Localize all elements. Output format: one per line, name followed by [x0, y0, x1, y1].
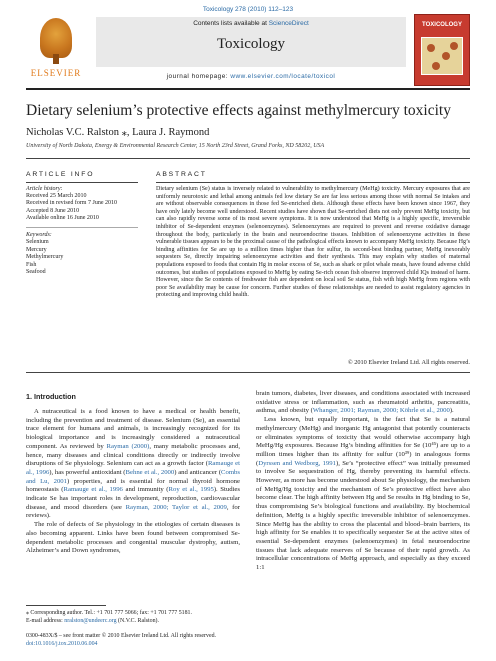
tree-icon — [40, 18, 72, 58]
contents-line — [96, 20, 406, 27]
body-column-left — [26, 408, 240, 556]
body-text: ). Studies indicate Se has important roles in development, reproduction, cardiovascular disease, and mood disorders (see — [26, 486, 240, 511]
history-rule — [26, 227, 138, 228]
journal-homepage — [96, 73, 406, 80]
keyword-item: Selenium — [26, 239, 49, 245]
body-paragraph: The role of defects of Se physiology in the etiologies of certain diseases is also becoming apparent. Links have been found between compromised Se-dependent metabolic processes and congenital muscular dystrophy, autism, Alzheimer’s and Down syndromes, — [26, 521, 240, 555]
keywords-label: Keywords: — [26, 232, 52, 238]
body-paragraph — [256, 416, 470, 573]
keyword-item: Mercury — [26, 246, 47, 253]
citation-link[interactable]: Rayman (2000) — [106, 442, 150, 450]
body-text: and immunity ( — [122, 486, 169, 494]
publisher-logo-text: ELSEVIER — [30, 68, 82, 78]
body-text: Less known, but equally important, is the fact that Se is a natural methylmercury (MeHg) and inorganic Hg antagonist that potently counteracts or eliminates symptoms of toxicity that would otherwise accompany high MeHg/Hg exposures. Because Hg’s binding affinities for Se (10⁴⁵) are up to a million times higher than its affinity for sulfur (10³⁹) in analogous forms ( — [256, 416, 470, 467]
citation-link[interactable]: Rayman, 2000; Taylor et al., 2009 — [125, 503, 227, 511]
citation-link[interactable]: Roy et al., 1995 — [168, 486, 214, 494]
header-rule — [26, 88, 470, 90]
abstract-end-rule — [26, 372, 470, 373]
body-text: A nutraceutical is a food known to have a medical or health benefit, including the prevention and treatment of disease. Selenium (Se), an essential trace element for humans and animals, is increasingly recognized for its biological importance and is increasingly considered a nutraceutical component. As reviewed by — [26, 408, 240, 450]
section-heading: 1. Introduction — [26, 392, 76, 401]
homepage-prefix: journal homepage: — [166, 73, 231, 80]
article-info-label: ARTICLE INFO — [26, 171, 95, 178]
body-text: , for reviews). — [26, 503, 240, 520]
email-suffix: (N.V.C. Ralston). — [116, 618, 159, 624]
keyword-item: Seafood — [26, 269, 46, 276]
footnote-rule — [26, 605, 106, 606]
keyword-item: Methylmercury — [26, 254, 64, 261]
cover-title: TOXICOLOGY — [422, 22, 462, 28]
affiliation: University of North Dakota, Energy & Environmental Research Center, 15 North 23rd Street, Grand Forks, ND 58202, USA — [26, 143, 325, 149]
publisher-logo — [26, 16, 86, 82]
issn-line: 0300-483X/$ – see front matter © 2010 Elsevier Ireland Ltd. All rights reserved. — [26, 633, 216, 639]
doi-link[interactable]: doi:10.1016/j.tox.2010.06.004 — [26, 641, 98, 647]
history-item: Received in revised form 7 June 2010 — [26, 200, 117, 207]
history-list — [26, 193, 138, 223]
journal-title: Toxicology — [216, 36, 286, 52]
history-item: Accepted 8 June 2010 — [26, 207, 80, 214]
citation-link[interactable]: Combs and Lu, 2001 — [26, 468, 240, 485]
body-column-right — [256, 390, 470, 573]
article-title: Dietary selenium’s protective effects against methylmercury toxicity — [26, 102, 451, 119]
citation-link[interactable]: Ramauge et al., 1996 — [63, 486, 123, 494]
corresponding-author-note: ⁎ Corresponding author. Tel.: +1 701 777 5066; fax: +1 701 777 5181. — [26, 610, 192, 616]
sciencedirect-link[interactable]: ScienceDirect — [268, 20, 309, 27]
abstract-rule — [156, 182, 470, 183]
citation-link[interactable]: Behne et al., 2000 — [125, 468, 175, 476]
abstract-text: Dietary selenium (Se) status is inversely related to vulnerability to methylmercury (MeHg) toxicity. Mercury exposures that are uniformly neurotoxic and lethal among animals fed low dietary Se are far less serious among those with normal Se intakes and are without observable consequences in those fed Se-enriched diets. Although these effects have been known since 1967, they have only lately become well understood. Recent studies have shown that Se-enriched diets not only prevent MeHg toxicity, but can also rapidly reverse some of its most severe symptoms. It is now understood that MeHg is a highly specific, irreversible inhibitor of Se-dependent enzymes (selenoenzymes). Selenoenzymes are required to prevent and reverse oxidative damage throughout the body, particularly in the brain and neuroendocrine tissues. Inhibition of selenoenzyme activities in these vulnerable tissues appears to be the proximal cause of the pathological effects known to accompany MeHg toxicity. Because Hg’s binding affinities for Se are up to a million times higher than for sulfur, its second-best binding partner, MeHg inexorably sequesters Se, directly impairing selenoenzyme activities and their synthesis. This may explain why studies of maternal populations exposed to foods that contain Hg in molar excess of Se, such as shark or pilot whale meats, have found adverse child outcomes, but studies of populations exposed to MeHg by eating Se-rich ocean fish observe improved child IQs instead of harm. However, since the Se contents of freshwater fish are dependent on local soil Se status, fish with high MeHg from regions with poor Se availability may be cause for concern. Further studies of these relationships are needed to assist regulatory agencies in protecting and improving child health. — [156, 186, 471, 299]
citation-link[interactable]: Dyrssen and Wedborg, 1991 — [258, 459, 336, 467]
authors: Nicholas V.C. Ralston ⁎, Laura J. Raymond — [26, 127, 210, 138]
title-rule — [26, 158, 470, 159]
tree-trunk — [53, 54, 59, 64]
body-text: ) properties, and is essential for normal thyroid hormone homeostasis ( — [26, 477, 240, 494]
email-link[interactable]: nralston@undeerc.org — [64, 618, 117, 624]
body-text: , many metabolic processes and, hence, many diseases and clinical conditions directly or indirectly involve disruptions of Se physiology. Selenium can act as a growth factor ( — [26, 442, 240, 468]
keyword-item: Fish — [26, 261, 37, 268]
journal-cover — [414, 14, 470, 86]
body-text: ) and anticancer ( — [174, 468, 222, 476]
body-text: ). — [449, 407, 454, 415]
history-item: Available online 16 June 2010 — [26, 215, 99, 222]
contents-prefix: Contents lists available at — [193, 20, 269, 27]
cover-art — [421, 37, 463, 75]
body-paragraph — [256, 390, 470, 416]
abstract-copyright: © 2010 Elsevier Ireland Ltd. All rights reserved. — [347, 359, 470, 366]
citation-link[interactable]: Ramauge et al., 1996 — [26, 460, 240, 476]
body-text: ), Se’s “protective effect” was initially presumed to involve Se sequestration of Hg, thereby preventing its harmful effects. However, as more has become understood about Se physiology, the mechanism of MeHg/Hg toxicity and the mechanism of Se’s protective effect have also become clear. The high affinity between Hg and Se results in Hg binding to Se, thus compromising Se’s biological functions and availability. By biochemical definition, MeHg is a highly specific irreversible inhibitor of selenoenzymes. Since MeHg has the ability to cross the placental and blood–brain barriers, its high affinity for Se enables it to specifically sequester Se at the active sites of essential Se-dependent enzymes (selenoenzymes) in fetal neuroendocrine tissues that lack adequate reserves of Se because of their rapid growth. As intracellular concentrations of MeHg approach, and especially as they exceed 1:1 — [256, 459, 470, 572]
keywords-list — [26, 239, 138, 277]
running-head: Toxicology 278 (2010) 112–123 — [202, 6, 294, 13]
body-paragraph — [26, 408, 240, 521]
email-note — [26, 618, 240, 624]
history-label: Article history: — [26, 186, 63, 192]
homepage-link[interactable]: www.elsevier.com/locate/toxicol — [230, 73, 336, 80]
body-text: ), has powerful antioxidant ( — [49, 468, 126, 476]
body-text: brain tumors, diabetes, liver diseases, and conditions associated with increased oxidative stress or inflammation, such as rheumatoid arthritis, pancreatitis, asthma, and obesity ( — [256, 390, 470, 415]
abstract-label: ABSTRACT — [156, 171, 207, 178]
email-prefix: E-mail address: — [26, 618, 65, 624]
citation-link[interactable]: Whanger, 2001; Rayman, 2000; Köhrle et al., 2000 — [312, 407, 450, 415]
article-info-rule — [26, 182, 138, 183]
history-item: Received 25 March 2010 — [26, 193, 87, 199]
